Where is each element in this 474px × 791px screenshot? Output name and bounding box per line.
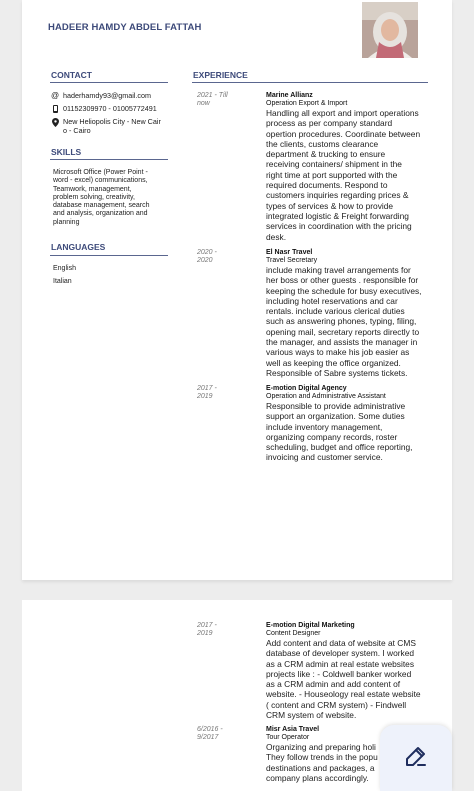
experience-date-line: now <box>197 100 210 108</box>
experience-role: Tour Operator <box>266 734 310 741</box>
description-line: including hotel reservations and car <box>266 295 398 306</box>
description-line: projects like : - Coldwell banker worked <box>266 668 412 679</box>
description-line: organizing company records, roster <box>266 431 398 442</box>
experience-entry-emotion-digital-marketing <box>266 622 450 720</box>
skills-section-title: SKILLS <box>51 147 82 157</box>
experience-date-line: 2020 <box>197 257 213 265</box>
experience-description <box>266 638 450 720</box>
skills-line: Teamwork, management, <box>53 185 132 193</box>
description-line: receiving containers/ shipment in the <box>266 159 402 170</box>
experience-description <box>266 265 450 378</box>
contact-divider <box>50 82 168 83</box>
experience-role: Content Designer <box>266 630 321 637</box>
experience-date-line: 2019 <box>197 393 213 401</box>
description-line: department & trucking to ensure <box>266 149 386 160</box>
languages-section-title: LANGUAGES <box>51 242 106 252</box>
description-line: required documents. Respond to <box>266 180 388 191</box>
candidate-name: HADEER HAMDY ABDEL FATTAH <box>48 22 202 33</box>
description-line: opertion procedures. Coordinate between <box>266 128 421 139</box>
description-line: types of services & how to provide <box>266 200 394 211</box>
languages-divider <box>50 255 168 256</box>
skills-line: database management, search <box>53 202 150 210</box>
description-line: as a CRM admin at real estate websites <box>266 658 415 669</box>
description-line: Responsible of Sabre systems tickets. <box>266 367 408 378</box>
description-line: rentals. include various clerical duties <box>266 306 405 317</box>
skills-line: word - excel) communications, <box>53 177 148 185</box>
description-line: customers inquiries regarding prices & <box>266 190 409 201</box>
experience-date-line: 9/2017 <box>197 734 219 742</box>
description-line: well as keeping the office organized. <box>266 357 401 368</box>
experience-org: El Nasr Travel <box>266 249 313 256</box>
description-line: Add content and data of website at CMS <box>266 638 416 648</box>
resume-page-1 <box>22 0 452 580</box>
description-line: ( content and CRM system) - Findwell <box>266 699 407 710</box>
skills-line: problem solving, creativity, <box>53 193 135 201</box>
language-item: English <box>53 265 76 272</box>
contact-address-line1: New Heliopolis City - New Cair <box>63 117 161 126</box>
description-line: Responsible to provide administrative <box>266 401 406 411</box>
skills-line: and analysis, organization and <box>53 210 148 218</box>
contact-email-row <box>51 92 151 101</box>
description-line: integrated logistic & Freight forwarding <box>266 210 409 221</box>
description-line: support an organization. Some duties <box>266 411 405 422</box>
description-line: scheduling, budget and office reporting, <box>266 442 413 453</box>
experience-org: Marine Allianz <box>266 92 313 99</box>
contact-section-title: CONTACT <box>51 70 92 80</box>
description-line: the manager, and assists the manager in <box>266 337 418 348</box>
skills-divider <box>50 159 168 160</box>
description-line: database of developer system. I worked <box>266 648 415 659</box>
phone-icon <box>51 105 59 115</box>
at-sign-icon: @ <box>51 91 60 100</box>
contact-phone[interactable]: 01152309970 - 01005772491 <box>63 104 157 113</box>
location-pin-icon <box>51 118 59 129</box>
experience-role: Operation and Administrative Assistant <box>266 393 386 400</box>
experience-date <box>197 622 217 638</box>
skills-line: Microsoft Office (Power Point - <box>53 169 148 176</box>
experience-entry-el-nasr-travel <box>266 249 450 378</box>
contact-phone-row <box>51 105 157 115</box>
experience-entry-marine-allianz <box>266 92 450 242</box>
experience-date-line: 2017 - <box>197 385 217 392</box>
language-item: Italian <box>53 278 72 285</box>
experience-date-line: 2019 <box>197 630 213 638</box>
pen-edit-icon <box>403 743 429 774</box>
experience-description <box>266 401 450 463</box>
description-line: as a CRM admin and add content of <box>266 679 401 690</box>
experience-description <box>266 108 450 242</box>
experience-org: E-motion Digital Marketing <box>266 622 355 629</box>
experience-date-line: 2017 - <box>197 622 217 629</box>
description-line: desk. <box>266 231 287 242</box>
description-line: services in coordination with the pricing <box>266 221 412 232</box>
description-line: Organizing and preparing holi <box>266 742 376 752</box>
profile-photo <box>362 2 418 58</box>
description-line: company plans accordingly. <box>266 772 369 783</box>
contact-email[interactable]: haderhamdy93@gmail.com <box>63 91 151 100</box>
description-line: process as per company standard <box>266 118 393 129</box>
description-line: include inventory management, <box>266 421 383 432</box>
experience-date <box>197 92 228 108</box>
description-line: website. - Houseology real estate website <box>266 689 421 700</box>
description-line: such as answering phones, typing, filing, <box>266 316 417 327</box>
description-line: right time at port supported with the <box>266 169 398 180</box>
experience-date-line: 2020 - <box>197 249 217 256</box>
description-line: CRM system of website. <box>266 710 357 721</box>
experience-divider <box>192 82 428 83</box>
description-line: the clients, customs clearance <box>266 138 379 149</box>
experience-section-title: EXPERIENCE <box>193 70 248 80</box>
description-line: Handling all export and import operations <box>266 108 419 118</box>
skills-line: planning <box>53 218 80 226</box>
description-line: invoicing and customer service. <box>266 452 383 463</box>
description-line: include making travel arrangements for <box>266 265 411 275</box>
edit-fab-button[interactable] <box>380 725 452 791</box>
description-line: keeping the schedule for busy executives, <box>266 285 422 296</box>
skills-text <box>53 169 171 227</box>
experience-date-line: 6/2016 - <box>197 726 223 733</box>
experience-role: Travel Secretary <box>266 257 318 264</box>
experience-date <box>197 249 217 265</box>
experience-date-line: 2021 - Till <box>197 92 228 99</box>
description-line: They follow trends in the popu <box>266 752 378 763</box>
description-line: her boss or other guests . responsible for <box>266 275 419 286</box>
experience-entry-emotion-digital-agency <box>266 385 450 463</box>
description-line: destinations and packages, a <box>266 762 375 773</box>
experience-date <box>197 385 217 401</box>
experience-org: Misr Asia Travel <box>266 726 320 733</box>
experience-date <box>197 726 223 742</box>
contact-address-line2: o - Cairo <box>63 125 91 135</box>
experience-role: Operation Export & Import <box>266 100 348 107</box>
description-line: various ways to make his job easier as <box>266 347 410 358</box>
contact-address-row <box>51 118 161 135</box>
experience-org: E-motion Digital Agency <box>266 385 347 392</box>
description-line: opening mail, secretary reports directly to <box>266 326 420 337</box>
